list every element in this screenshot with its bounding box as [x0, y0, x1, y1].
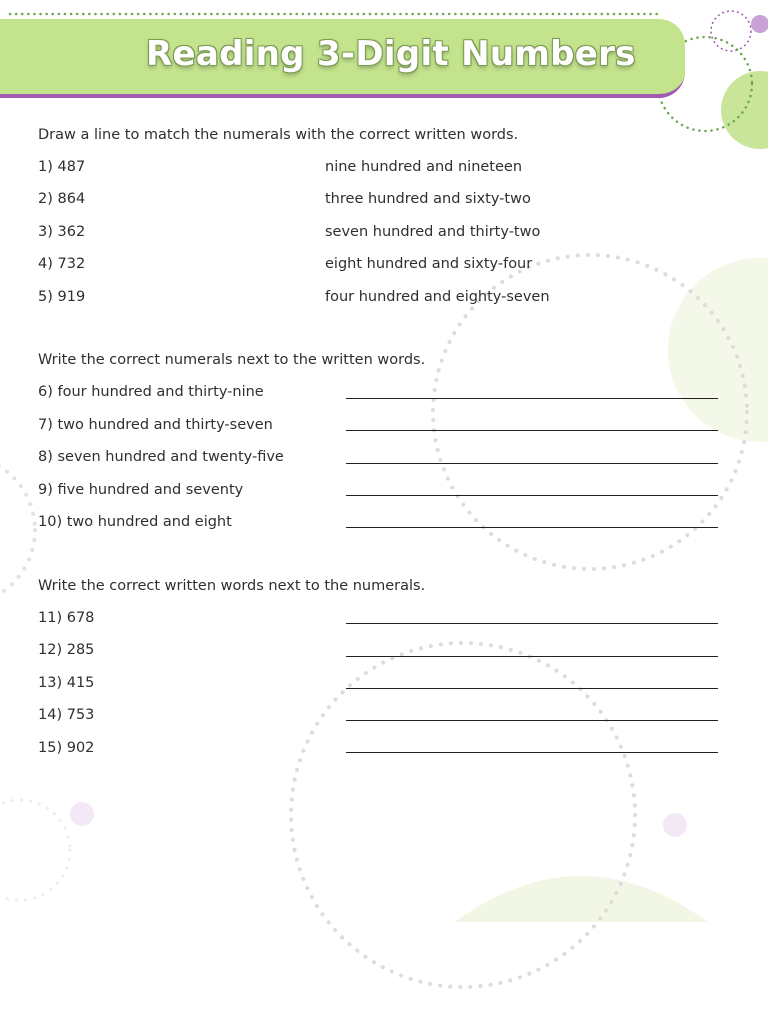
- written-words-item: nine hundred and nineteen: [325, 159, 523, 175]
- question-item: 11) 678: [38, 610, 95, 626]
- question-item: 6) four hundred and thirty-nine: [38, 384, 264, 400]
- numeral-item: 4) 732: [38, 256, 86, 272]
- written-words-item: four hundred and eighty-seven: [325, 289, 550, 305]
- written-words-item: seven hundred and thirty-two: [325, 224, 541, 240]
- answer-line[interactable]: [346, 495, 718, 496]
- answer-line[interactable]: [346, 720, 718, 721]
- question-item: 14) 753: [38, 707, 95, 723]
- answer-line[interactable]: [346, 656, 718, 657]
- instruction-write-numerals: Write the correct numerals next to the written words.: [38, 352, 426, 368]
- numeral-item: 3) 362: [38, 224, 86, 240]
- numeral-item: 2) 864: [38, 191, 86, 207]
- answer-line[interactable]: [346, 430, 718, 431]
- answer-line[interactable]: [346, 527, 718, 528]
- question-item: 7) two hundred and thirty-seven: [38, 417, 273, 433]
- answer-line[interactable]: [346, 463, 718, 464]
- answer-line[interactable]: [346, 398, 718, 399]
- question-item: 10) two hundred and eight: [38, 514, 232, 530]
- page-title: Reading 3-Digit Numbers: [146, 34, 636, 74]
- written-words-item: eight hundred and sixty-four: [325, 256, 533, 272]
- question-item: 12) 285: [38, 642, 95, 658]
- answer-line[interactable]: [346, 623, 718, 624]
- question-item: 13) 415: [38, 675, 95, 691]
- question-item: 9) five hundred and seventy: [38, 482, 244, 498]
- answer-line[interactable]: [346, 752, 718, 753]
- written-words-item: three hundred and sixty-two: [325, 191, 531, 207]
- answer-line[interactable]: [346, 688, 718, 689]
- question-item: 15) 902: [38, 740, 95, 756]
- question-item: 8) seven hundred and twenty-five: [38, 449, 284, 465]
- instruction-matching: Draw a line to match the numerals with the correct written words.: [38, 127, 519, 143]
- numeral-item: 1) 487: [38, 159, 86, 175]
- numeral-item: 5) 919: [38, 289, 86, 305]
- instruction-write-words: Write the correct written words next to the numerals.: [38, 578, 426, 594]
